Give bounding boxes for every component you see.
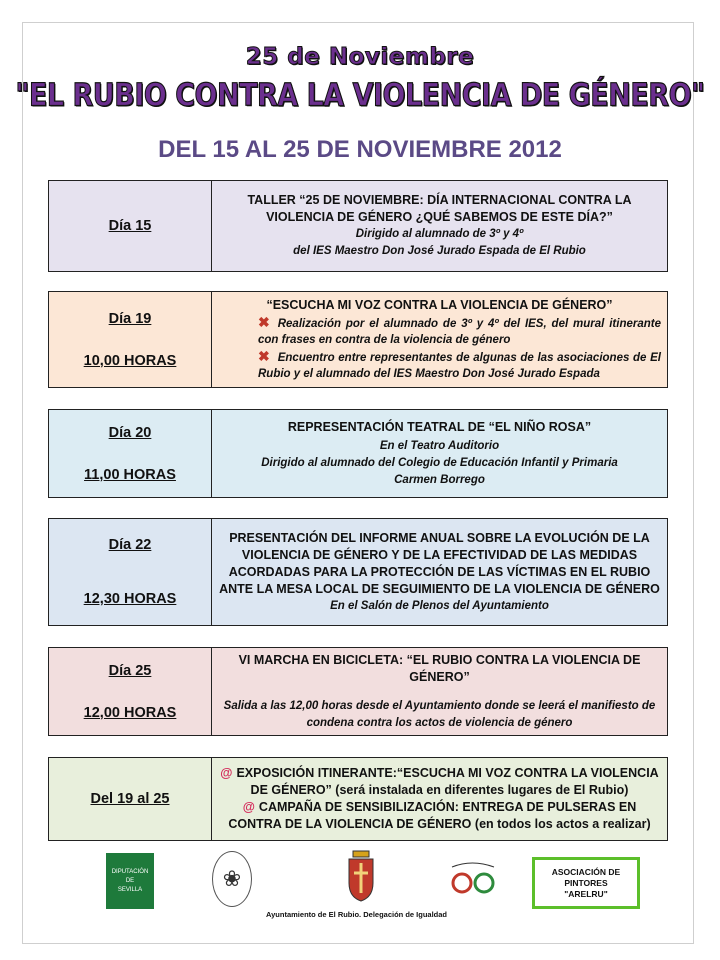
- event-bullet: [258, 314, 661, 348]
- pintores-line-3: "ARELRU": [564, 888, 608, 899]
- diputacion-line-1: DIPUTACIÓN: [111, 868, 149, 875]
- event-day: Día 25: [108, 662, 152, 679]
- event-date-cell: [49, 292, 212, 387]
- diputacion-line-3: SEVILLA: [117, 886, 143, 893]
- event-row-day-22: [48, 518, 668, 626]
- spiral-icon: @: [242, 800, 255, 814]
- event-hour: 12,00 HORAS: [83, 704, 177, 721]
- event-item-title: EXPOSICIÓN ITINERANTE:“ESCUCHA MI VOZ CONTRA LA VIOLENCIA DE GÉNERO”: [236, 766, 659, 797]
- event-details: Salida a las 12,00 horas desde el Ayuntamiento donde se leerá el manifiesto de condena contra los actos de violencia de género: [223, 699, 656, 729]
- event-location: En el Salón de Plenos del Ayuntamiento: [330, 599, 549, 612]
- event-hour: 11,00 HORAS: [84, 466, 176, 483]
- diputacion-line-2: DE: [125, 877, 135, 884]
- asociacion-pintores-logo: [532, 857, 640, 909]
- event-description: [212, 648, 667, 735]
- event-title: REPRESENTACIÓN TEATRAL DE “EL NIÑO ROSA”: [287, 419, 592, 434]
- event-bullet-text: Realización por el alumnado de 3º y 4º del IES, del mural itinerante con frases en contra de la violencia de género: [258, 318, 661, 346]
- event-description: [212, 410, 667, 497]
- event-item: [216, 765, 663, 799]
- event-title: “ESCUCHA MI VOZ CONTRA LA VIOLENCIA DE GÉNERO”: [266, 298, 613, 312]
- sponsor-logos: [100, 845, 660, 915]
- spiral-icon: @: [220, 766, 233, 780]
- event-item-note: (en todos los actos a realizar): [474, 817, 651, 831]
- event-audience: Dirigido al alumnado de 3º y 4º: [355, 228, 524, 240]
- event-date-cell: [49, 181, 212, 271]
- event-row-day-25: [48, 647, 668, 736]
- event-day: Día 22: [108, 537, 152, 553]
- event-description: [212, 519, 667, 625]
- cycling-club-logo: [446, 859, 500, 899]
- event-title: PRESENTACIÓN DEL INFORME ANUAL SOBRE LA EVOLUCIÓN DE LA VIOLENCIA DE GÉNERO Y DE LA EFECTIVIDAD DE LAS MEDIDAS ACORDADAS PARA LA PROTECCIÓN DE LAS VÍCTIMAS EN EL RUBIO ANTE LA MESA LOCAL DE SEGUIMIENTO DE LA VIOLENCIA DE GÉNERO: [219, 530, 660, 596]
- cross-icon: ✖: [258, 314, 270, 330]
- event-hour: 10,00 HORAS: [83, 352, 177, 369]
- el-rubio-coat-of-arms: [343, 847, 379, 905]
- event-item-title: CAMPAÑA DE SENSIBILIZACIÓN: ENTREGA DE PULSERAS EN CONTRA DE LA VIOLENCIA DE GÉNERO: [228, 800, 637, 831]
- flower-logo: ❀: [212, 851, 252, 907]
- event-item: [216, 799, 663, 833]
- event-audience-school: del IES Maestro Don José Jurado Espada de El Rubio: [293, 245, 586, 257]
- event-day: Día 19: [108, 310, 152, 327]
- date-range: DEL 15 AL 25 DE NOVIEMBRE 2012: [158, 136, 562, 163]
- event-description: [212, 181, 667, 271]
- event-description: [212, 292, 667, 387]
- event-date-cell: [49, 648, 212, 735]
- event-item-note: (será instalada en diferentes lugares de El Rubio): [335, 783, 629, 797]
- event-description: [212, 758, 667, 840]
- diputacion-sevilla-logo: [106, 853, 154, 909]
- pintores-line-2: PINTORES: [564, 877, 608, 888]
- event-date-cell: [49, 410, 212, 497]
- cross-icon: ✖: [258, 348, 270, 364]
- pintores-line-1: ASOCIACIÓN DE: [551, 866, 621, 877]
- event-day: Día 20: [108, 424, 152, 441]
- poster-date-heading: 25 de Noviembre: [245, 44, 475, 70]
- event-day: Del 19 al 25: [90, 791, 170, 807]
- event-audience: Dirigido al alumnado del Colegio de Educación Infantil y Primaria: [261, 456, 618, 469]
- ayuntamiento-caption: Ayuntamiento de El Rubio. Delegación de Igualdad: [266, 910, 447, 919]
- event-row-day-19: [48, 291, 668, 388]
- event-hour: 12,30 HORAS: [83, 591, 177, 607]
- event-date-cell: [49, 758, 212, 840]
- event-bullet: [258, 348, 661, 382]
- event-row-day-20: [48, 409, 668, 498]
- event-location: En el Teatro Auditorio: [379, 439, 500, 452]
- event-title: TALLER “25 DE NOVIEMBRE: DÍA INTERNACIONAL CONTRA LA VIOLENCIA DE GÉNERO ¿QUÉ SABEMOS DE ESTE DÍA?”: [247, 193, 632, 224]
- event-bullet-text: Encuentro entre representantes de algunas de las asociaciones de El Rubio y el alumnado del IES Maestro Don José Jurado Espada: [258, 352, 661, 380]
- event-audience-school: Carmen Borrego: [394, 473, 485, 486]
- poster-title: "EL RUBIO CONTRA LA VIOLENCIA DE GÉNERO": [15, 77, 705, 114]
- event-title: VI MARCHA EN BICICLETA: “EL RUBIO CONTRA LA VIOLENCIA DE GÉNERO”: [238, 652, 641, 684]
- event-row-day-15: [48, 180, 668, 272]
- event-day: Día 15: [108, 218, 152, 234]
- event-date-cell: [49, 519, 212, 625]
- event-row-days-19-25: [48, 757, 668, 841]
